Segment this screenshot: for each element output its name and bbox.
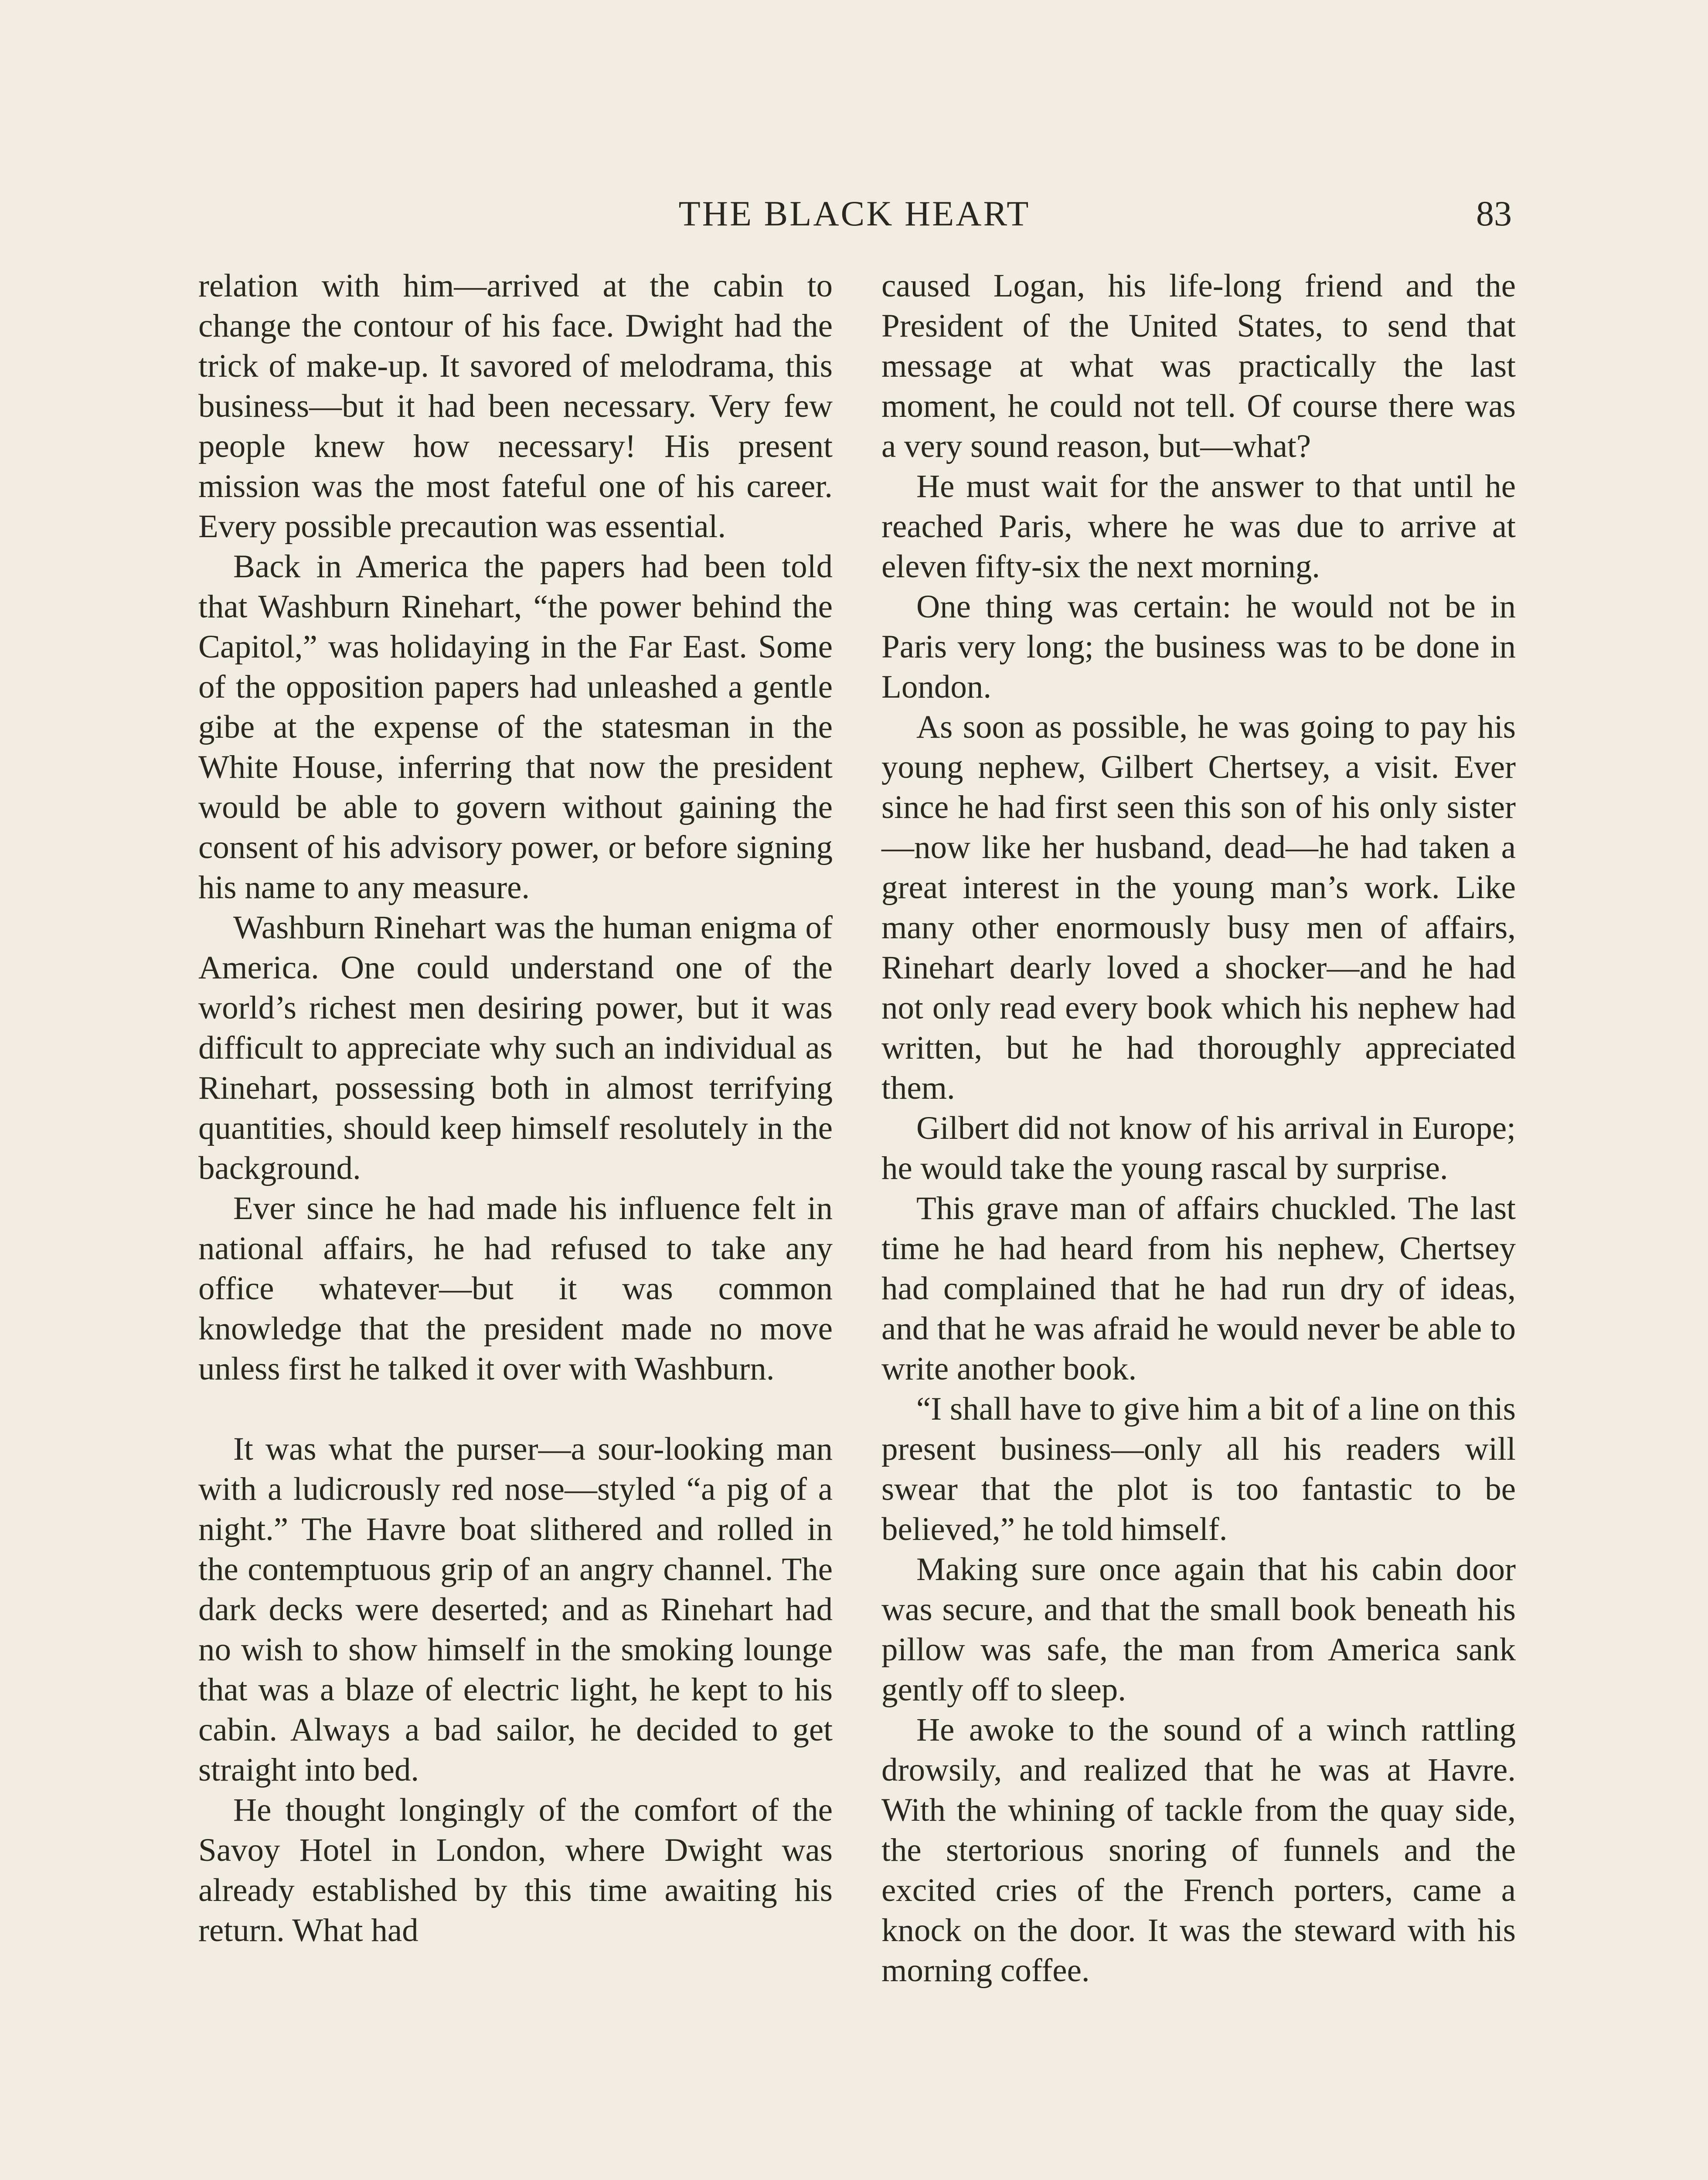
- paragraph: “I shall have to give him a bit of a line on this present business—only all his readers will swear that the plot is too fantastic to be believed,” he told himself.: [881, 1391, 1516, 1547]
- paragraph: relation with him—arrived at the cabin to change the contour of his face. Dwight had the trick of make-up. It savored of melodrama, this business—but it had been necessary. Very few people knew how necessary! His present mission was the most fateful one of his career. Every possible precaution was essential.: [198, 268, 833, 545]
- paragraph: Making sure once again that his cabin door was secure, and that the small book beneath his pillow was safe, the man from America sank gently off to sleep.: [881, 1551, 1516, 1708]
- paragraph: It was what the purser—a sour-looking man with a ludicrously red nose—styled “a pig of a night.” The Havre boat slithered and rolled in the contemptuous grip of an angry channel. The dark decks were deserted; and as Rinehart had no wish to show himself in the smoking lounge that was a blaze of electric light, he kept to his cabin. Always a bad sailor, he decided to get straight into bed.: [198, 1431, 833, 1788]
- page-number: 83: [1476, 194, 1512, 233]
- paragraph: Back in America the papers had been told that Washburn Rinehart, “the power behind the Capitol,” was holidaying in the Far East. Some of the opposition papers had unleashed a gentle gibe at the expense of the statesman in the White House, inferring that now the president would be able to govern without gaining the consent of his advisory power, or before signing his name to any measure.: [198, 548, 833, 906]
- paragraph: This grave man of affairs chuckled. The last time he had heard from his nephew, Chertsey had complained that he had run dry of ideas, and that he was afraid he would never be able to write another book.: [881, 1190, 1516, 1387]
- paragraph: He must wait for the answer to that until he reached Paris, where he was due to arrive at eleven fifty-six the next morning.: [881, 468, 1516, 585]
- paragraph: He awoke to the sound of a winch rattling drowsily, and realized that he was at Havre. With the whining of tackle from the quay side, the stertorious snoring of funnels and the excited cries of the French porters, came a knock on the door. It was the steward with his morning coffee.: [881, 1712, 1516, 1989]
- paragraph: One thing was certain: he would not be in Paris very long; the business was to be done in London.: [881, 589, 1516, 705]
- paragraph: caused Logan, his life-long friend and the President of the United States, to send that message at what was practically the last moment, he could not tell. Of course there was a very sound reason, but—what?: [881, 268, 1516, 464]
- paragraph: Gilbert did not know of his arrival in Europe; he would take the young rascal by surprise.: [881, 1110, 1516, 1186]
- paragraph: Ever since he had made his influence felt in national affairs, he had refused to take any office whatever—but it was common knowledge that the president made no move unless first he talked it over with Washburn.: [198, 1190, 833, 1387]
- paragraph: He thought longingly of the comfort of the Savoy Hotel in London, where Dwight was already established by this time awaiting his return. What had: [198, 1792, 833, 1948]
- left-text-column: [198, 266, 833, 1951]
- page-header: [0, 187, 1708, 240]
- running-title: THE BLACK HEART: [678, 194, 1031, 233]
- paragraph: Washburn Rinehart was the human enigma of America. One could understand one of the world’s richest men desiring power, but it was difficult to appreciate why such an individual as Rinehart, possessing both in almost terrifying quantities, should keep himself resolutely in the background.: [198, 909, 833, 1186]
- right-text-column: [881, 266, 1516, 1991]
- paragraph: As soon as possible, he was going to pay his young nephew, Gilbert Chertsey, a visit. Ever since he had first seen this son of his only sister—now like her husband, dead—he had taken a great interest in the young man’s work. Like many other enormously busy men of affairs, Rinehart dearly loved a shocker—and he had not only read every book which his nephew had written, but he had thoroughly appreciated them.: [881, 709, 1516, 1106]
